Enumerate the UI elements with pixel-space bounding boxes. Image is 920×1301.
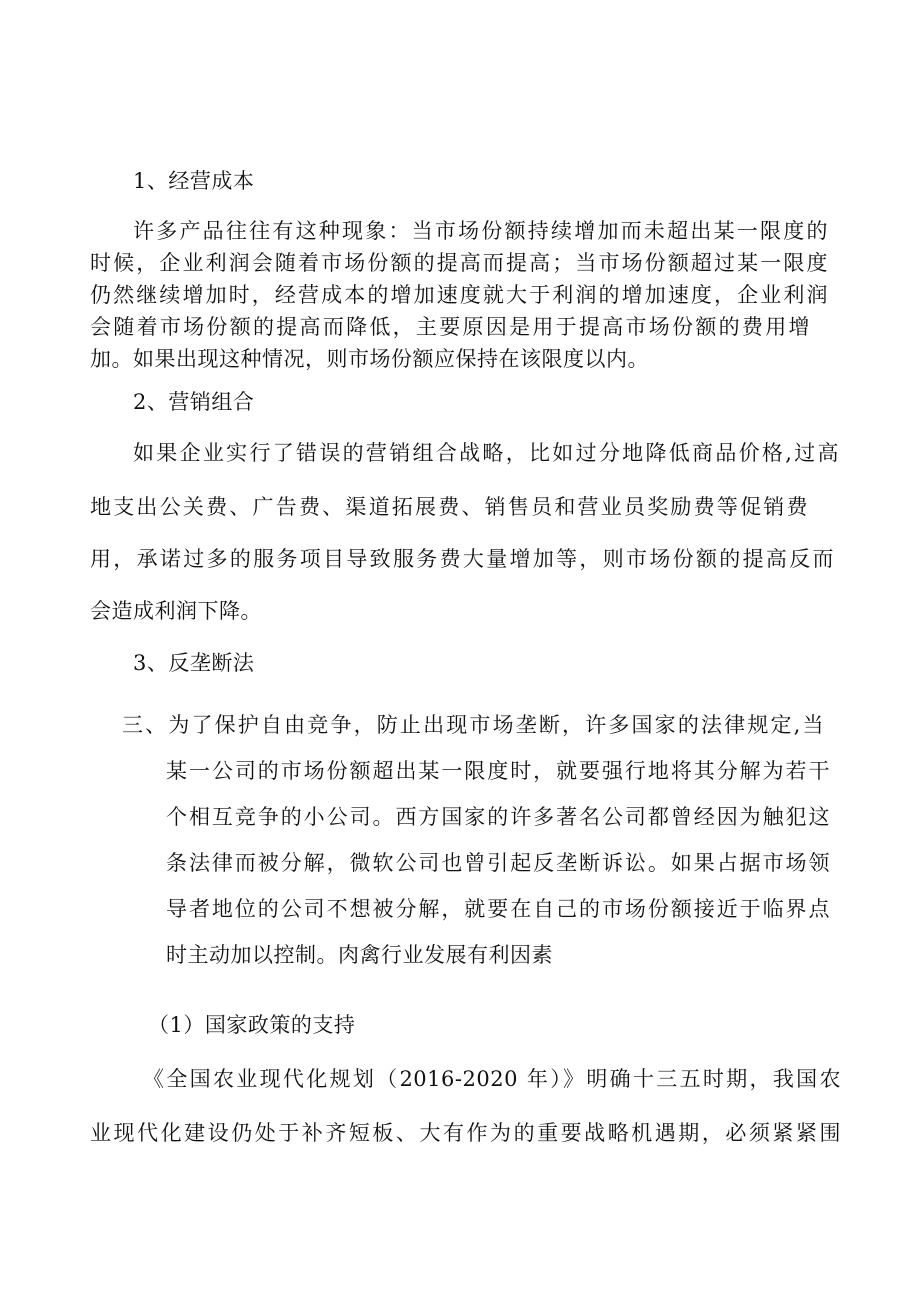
paragraph-line: 用，承诺过多的服务项目导致服务费大量增加等，则市场份额的提高反而 [90, 547, 834, 571]
paragraph-line: 会随着市场份额的提高而降低，主要原因是用于提高市场份额的费用增 [90, 315, 810, 339]
paragraph-line: 如果企业实行了错误的营销组合战略，比如过分地降低商品价格,过高 [133, 441, 839, 465]
paragraph-line: 《全国农业现代化规划（2016-2020 年）》明确十三五时期，我国农 [143, 1067, 841, 1091]
paragraph-line: 业现代化建设仍处于补齐短板、大有作为的重要战略机遇期，必须紧紧围 [90, 1121, 841, 1145]
paragraph-line: 导者地位的公司不想被分解，就要在自己的市场份额接近于临界点 [166, 897, 830, 921]
paragraph-line: 地支出公关费、广告费、渠道拓展费、销售员和营业员奖励费等促销费 [90, 495, 808, 519]
paragraph-line: 三、为了保护自由竞争，防止出现市场垄断，许多国家的法律规定,当 [122, 713, 824, 737]
section-heading-national-policy: （1）国家政策的支持 [148, 1013, 356, 1037]
paragraph-line: 许多产品往往有这种现象：当市场份额持续增加而未超出某一限度的 [133, 219, 828, 243]
paragraph-line: 时主动加以控制。肉禽行业发展有利因素 [166, 943, 553, 967]
paragraph-line: 条法律而被分解，微软公司也曾引起反垄断诉讼。如果占据市场领 [166, 851, 830, 875]
paragraph-line: 某一公司的市场份额超出某一限度时，就要强行地将其分解为若干 [166, 759, 830, 783]
section-heading-antitrust-law: 3、反垄断法 [133, 651, 255, 675]
paragraph-line: 时候，企业利润会随着市场份额的提高而提高；当市场份额超过某一限度 [90, 251, 828, 275]
paragraph-line: 会造成利润下降。 [90, 599, 262, 623]
section-heading-marketing-mix: 2、营销组合 [133, 390, 255, 414]
paragraph-line: 加。如果出现这种情况，则市场份额应保持在该限度以内。 [90, 347, 649, 371]
paragraph-line: 个相互竞争的小公司。西方国家的许多著名公司都曾经因为触犯这 [166, 805, 830, 829]
paragraph-line: 仍然继续增加时，经营成本的增加速度就大于利润的增加速度，企业利润 [90, 283, 828, 307]
section-heading-operating-cost: 1、经营成本 [133, 169, 255, 193]
